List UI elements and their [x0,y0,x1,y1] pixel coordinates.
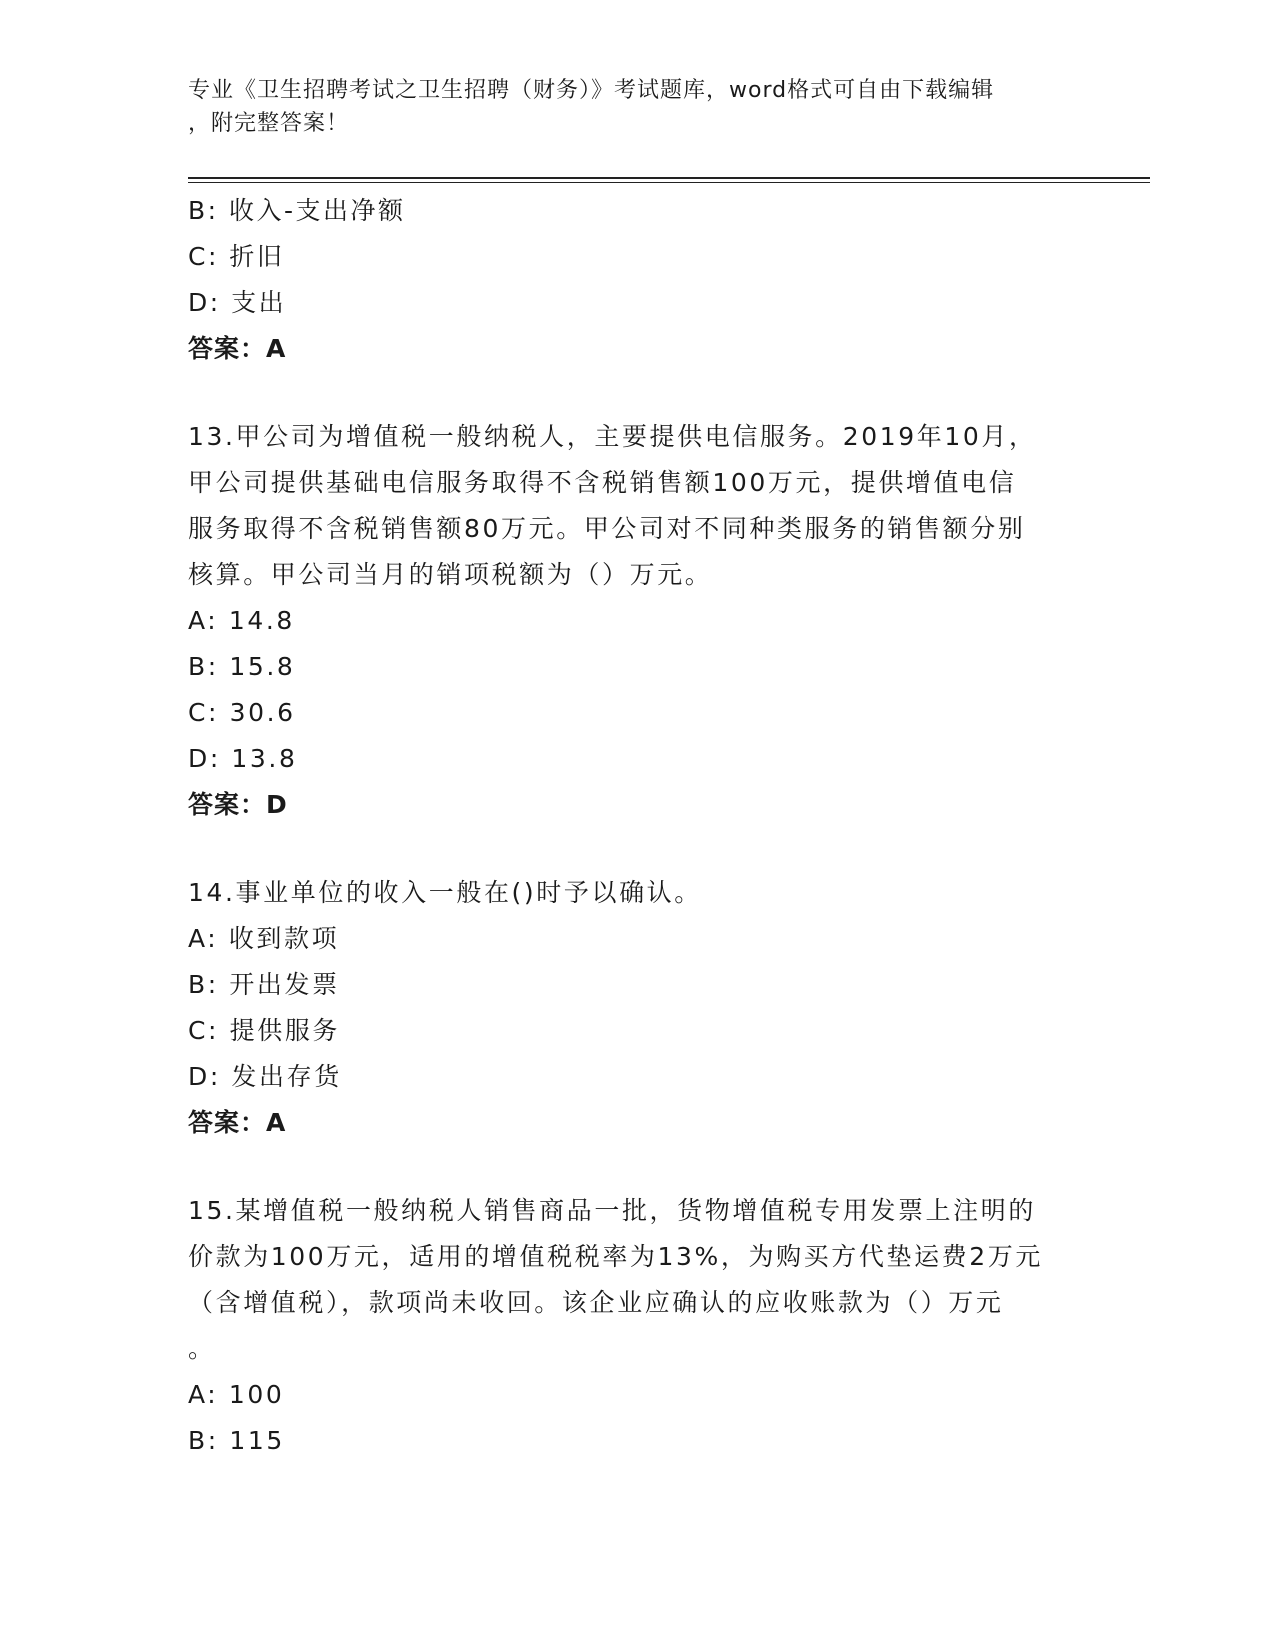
question-stem-line: 14.事业单位的收入一般在()时予以确认。 [188,878,702,907]
option-d: D: 支出 [188,288,287,317]
option-c: C: 30.6 [188,698,296,727]
option-b: B: 15.8 [188,652,296,681]
option-d: D: 发出存货 [188,1062,342,1091]
spacer [188,1146,1148,1188]
option-a: A: 100 [188,1380,285,1409]
question-stem-line: 。 [188,1334,214,1363]
option-a: A: 收到款项 [188,924,340,953]
question-stem-line: 甲公司提供基础电信服务取得不含税销售额100万元，提供增值电信 [188,468,1017,497]
question-stem-line: （含增值税），款项尚未收回。该企业应确认的应收账款为（）万元 [188,1288,1004,1317]
question-14 [188,870,1148,1146]
question-list [188,188,1148,1464]
option-b: B: 115 [188,1426,285,1455]
question-13 [188,414,1148,828]
option-b: B: 开出发票 [188,970,340,999]
option-d: D: 13.8 [188,744,298,773]
header-line-2: ，附完整答案！ [188,111,350,136]
question-stem-line: 核算。甲公司当月的销项税额为（）万元。 [188,560,713,589]
spacer [188,372,1148,414]
header-divider-thin [188,182,1150,183]
option-c: C: 折旧 [188,242,285,271]
answer-line: 答案：D [188,790,288,819]
question-stem-line: 13.甲公司为增值税一般纳税人，主要提供电信服务。2019年10月， [188,422,1037,451]
header-line-1: 专业《卫生招聘考试之卫生招聘（财务）》考试题库，word格式可自由下载编辑 [188,78,995,103]
question-12-tail [188,188,1148,372]
question-stem-line: 15.某增值税一般纳税人销售商品一批，货物增值税专用发票上注明的 [188,1196,1036,1225]
header-divider-thick [188,177,1150,179]
question-15 [188,1188,1148,1464]
answer-line: 答案：A [188,1108,287,1137]
spacer [188,828,1148,870]
option-a: A: 14.8 [188,606,295,635]
option-b: B: 收入-支出净额 [188,196,406,225]
option-c: C: 提供服务 [188,1016,341,1045]
answer-line: 答案：A [188,334,287,363]
question-stem-line: 服务取得不含税销售额80万元。甲公司对不同种类服务的销售额分别 [188,514,1026,543]
document-header [188,74,1088,140]
question-stem-line: 价款为100万元，适用的增值税税率为13%，为购买方代垫运费2万元 [188,1242,1043,1271]
